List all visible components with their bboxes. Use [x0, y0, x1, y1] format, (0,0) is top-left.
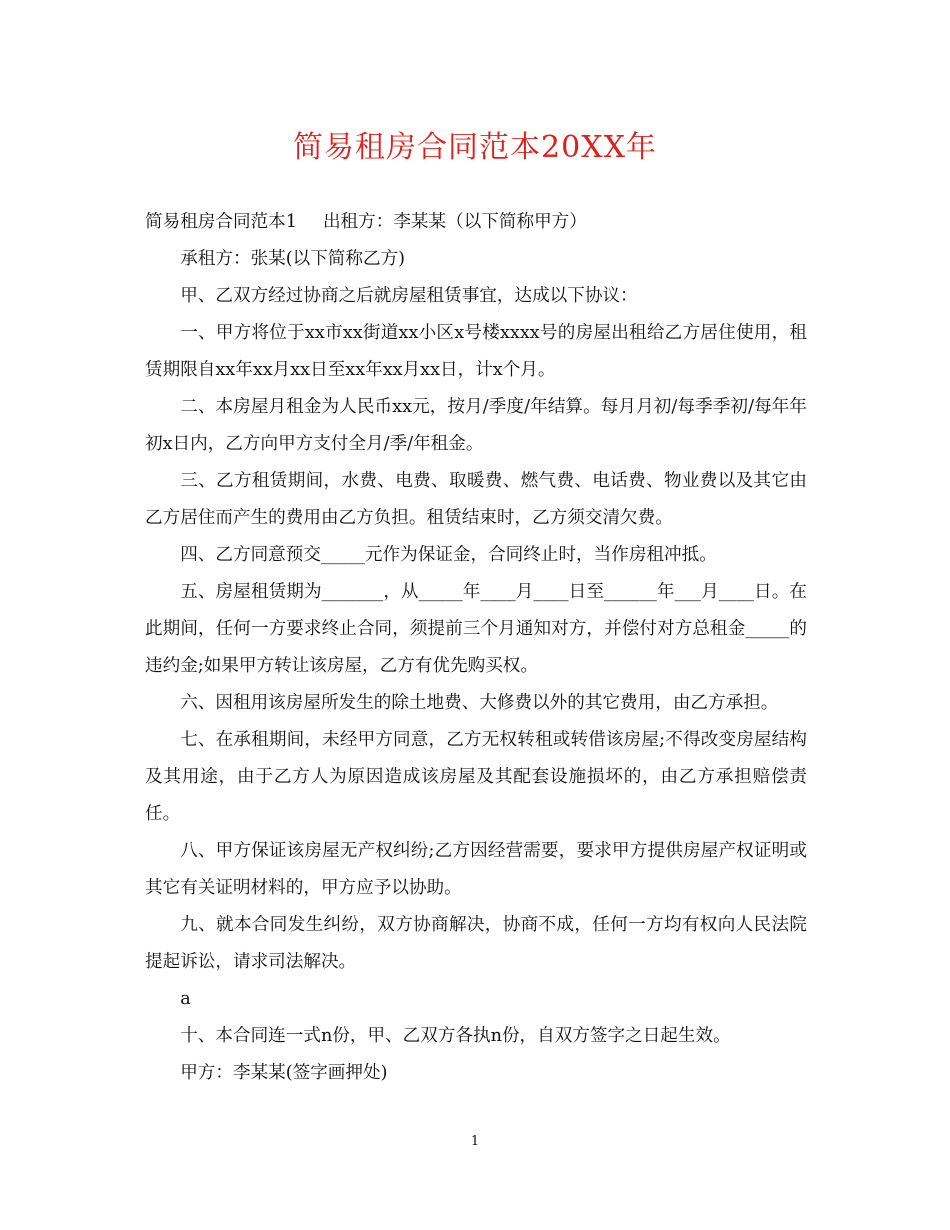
clause-6: 六、因租用该房屋所发生的除土地费、大修费以外的其它费用，由乙方承担。	[180, 693, 779, 713]
intro-line	[145, 204, 807, 241]
clause-5: 五、房屋租赁期为_______，从_____年____月____日至______年___月____日。在此期间，任何一方要求终止合同，须提前三个月通知对方，并偿付对方总租金_____的违约金;如果甲方转让该房屋，乙方有优先购买权。	[145, 582, 807, 676]
clause-2: 二、本房屋月租金为人民币xx元，按月/季度/年结算。每月月初/每季季初/每年年初x日内，乙方向甲方支付全月/季/年租金。	[145, 397, 807, 454]
party-a-signature-line: 甲方：李某某(签字画押处)	[180, 1063, 388, 1083]
document-title: 简易租房合同范本20XX年	[293, 130, 657, 165]
clause-8: 八、甲方保证该房屋无产权纠纷;乙方因经营需要，要求甲方提供房屋产权证明或其它有关证明材料的，甲方应予以协助。	[145, 841, 807, 898]
clause-7: 七、在承租期间，未经甲方同意，乙方无权转租或转借该房屋;不得改变房屋结构及其用途，由于乙方人为原因造成该房屋及其配套设施损坏的，由乙方承担赔偿责任。	[145, 730, 807, 824]
stray-character: a	[180, 989, 191, 1009]
lessor-line: 出租方：李某某（以下简称甲方）	[322, 212, 587, 232]
document-body	[145, 204, 807, 1092]
lessee-line: 承租方：张某(以下简称乙方)	[180, 249, 406, 269]
clause-1: 一、甲方将位于xx市xx街道xx小区x号楼xxxx号的房屋出租给乙方居住使用，租赁期限自xx年xx月xx日至xx年xx月xx日，计x个月。	[145, 323, 807, 380]
agreement-intro: 甲、乙双方经过协商之后就房屋租赁事宜，达成以下协议：	[180, 286, 638, 306]
clause-3: 三、乙方租赁期间，水费、电费、取暖费、燃气费、电话费、物业费以及其它由乙方居住而产生的费用由乙方负担。租赁结束时，乙方须交清欠费。	[145, 471, 807, 528]
intro-label: 简易租房合同范本1	[145, 212, 297, 232]
clause-4: 四、乙方同意预交_____元作为保证金，合同终止时，当作房租冲抵。	[180, 545, 717, 565]
clause-10: 十、本合同连一式n份，甲、乙双方各执n份，自双方签字之日起生效。	[180, 1026, 731, 1046]
page-number: 1	[470, 1134, 480, 1149]
clause-9: 九、就本合同发生纠纷，双方协商解决，协商不成，任何一方均有权向人民法院提起诉讼，请求司法解决。	[145, 915, 807, 972]
